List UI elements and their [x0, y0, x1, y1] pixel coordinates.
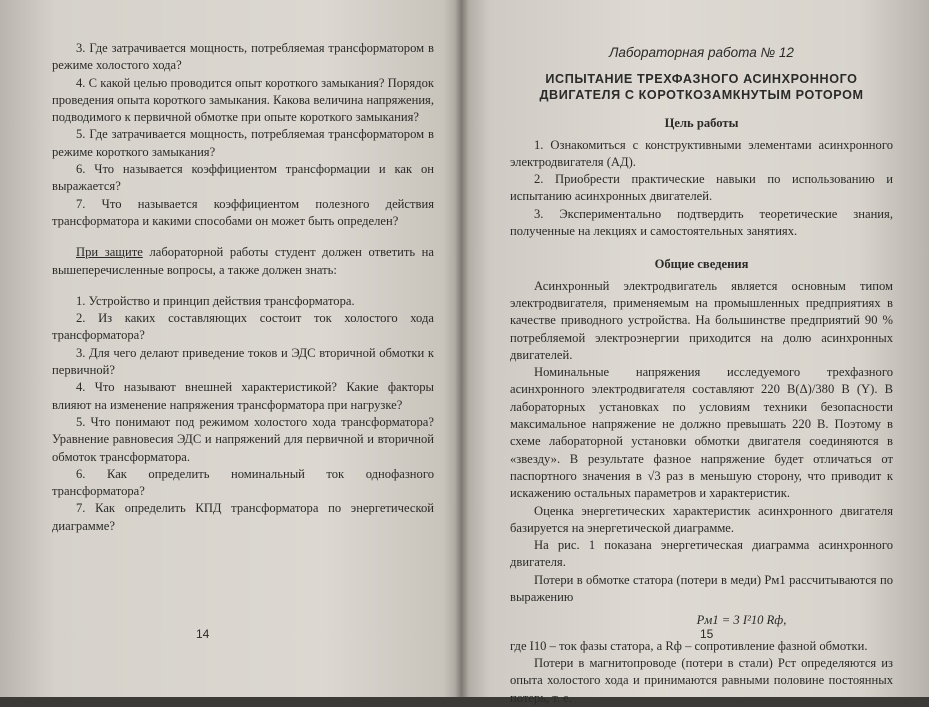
item-7: 7. Как определить КПД трансформатора по энергетической диаграмме?	[52, 501, 434, 533]
question-4: 4. С какой целью проводится опыт короткого замыкания? Порядок проведения опыта короткого замыкания. Какова величина напряжения, подводимого к первичной обмотке при опыте короткого замыкания?	[52, 75, 434, 125]
right-page	[462, 0, 929, 705]
item-6: 6. Как определить номинальный ток однофазного трансформатора?	[52, 466, 434, 499]
paragraph-5: Потери в обмотке статора (потери в меди) Pм1 рассчитываются по выражению	[510, 572, 893, 605]
paragraph-4: На рис. 1 показана энергетическая диаграмма асинхронного двигателя.	[510, 538, 893, 570]
defense-rest: лабораторной работы студент должен ответить на вышеперечисленные вопросы, а также должен знать:	[52, 245, 435, 277]
general-heading: Общие сведения	[654, 257, 749, 272]
left-page	[0, 0, 462, 697]
goal-1: 1. Ознакомиться с конструктивными элементами асинхронного электродвигателя (АД).	[510, 137, 893, 169]
question-3: 3. Где затрачивается мощность, потребляемая трансформатором в режиме холостого хода?	[52, 41, 434, 73]
paragraph-2: Номинальные напряжения исследуемого трехфазного асинхронного электродвигателя составляют 220 В(Δ)/380 В (Y). В лабораторных установках по условиям техники безопасности максимальное напряжение не должно превышать 220 В. Поэтому в схеме лабораторной установки обмотки двигателя соединяются в «звезду». В результате фазное напряжение будет отличаться от паспортного значения в √3 раз в меньшую сторону, что приводит к искажению остальных параметров и характеристик.	[510, 365, 893, 501]
defense-paragraph	[52, 244, 434, 279]
item-3: 3. Для чего делают приведение токов и ЭДС вторичной обмотки к первичной?	[52, 345, 434, 378]
goal-heading: Цель работы	[664, 116, 739, 131]
page-number-right: 15	[700, 627, 714, 641]
formula: Pм1 = 3 I²10 Rф,	[696, 613, 787, 628]
defense-underlined: При защите	[76, 245, 143, 260]
paragraph-1: Асинхронный электродвигатель является основным типом электродвигателя, применяемым на промышленных предприятиях в качестве приводного устройства. На большинстве предприятий 90 % потребляемой электроэнергии приходится на долю асинхронных двигателей.	[510, 278, 893, 362]
paragraph-7: Потери в магнитопроводе (потери в стали) Pст определяются из опыта холостого хода и принимаются равными половине постоянных потерь, т. е.	[510, 655, 893, 705]
goal-3: 3. Экспериментально подтвердить теоретические знания, полученные на лекциях и самостоятельных занятиях.	[510, 206, 893, 239]
question-7: 7. Что называется коэффициентом полезного действия трансформатора и какими способами он может быть определен?	[52, 196, 434, 228]
item-5: 5. Что понимают под режимом холостого хода трансформатора? Уравнение равновесия ЭДС и напряжений для первичной и вторичной обмоток трансформатора.	[52, 414, 434, 464]
main-title-line1: ИСПЫТАНИЕ ТРЕХФАЗНОГО АСИНХРОННОГО	[545, 72, 858, 87]
goal-2: 2. Приобрести практические навыки по использованию и испытанию асинхронных двигателей.	[510, 172, 893, 204]
question-5: 5. Где затрачивается мощность, потребляемая трансформатором в режиме короткого замыкания?	[52, 127, 434, 159]
main-title-line2: ДВИГАТЕЛЯ С КОРОТКОЗАМКНУТЫМ РОТОРОМ	[539, 88, 864, 103]
paragraph-3: Оценка энергетических характеристик асинхронного двигателя базируется на энергетической диаграмме.	[510, 503, 893, 535]
page-number-left: 14	[196, 627, 210, 641]
paragraph-6: где I10 – ток фазы статора, а Rф – сопротивление фазной обмотки.	[510, 638, 868, 653]
lab-title: Лабораторная работа № 12	[609, 45, 794, 60]
question-6: 6. Что называется коэффициентом трансформации и как он выражается?	[52, 162, 434, 194]
item-1: 1. Устройство и принцип действия трансформатора.	[76, 293, 355, 308]
item-4: 4. Что называют внешней характеристикой? Какие факторы влияют на изменение напряжения трансформатора при нагрузке?	[52, 380, 434, 412]
item-2: 2. Из каких составляющих состоит ток холостого хода трансформатора?	[52, 311, 434, 343]
book-gutter	[455, 0, 469, 697]
